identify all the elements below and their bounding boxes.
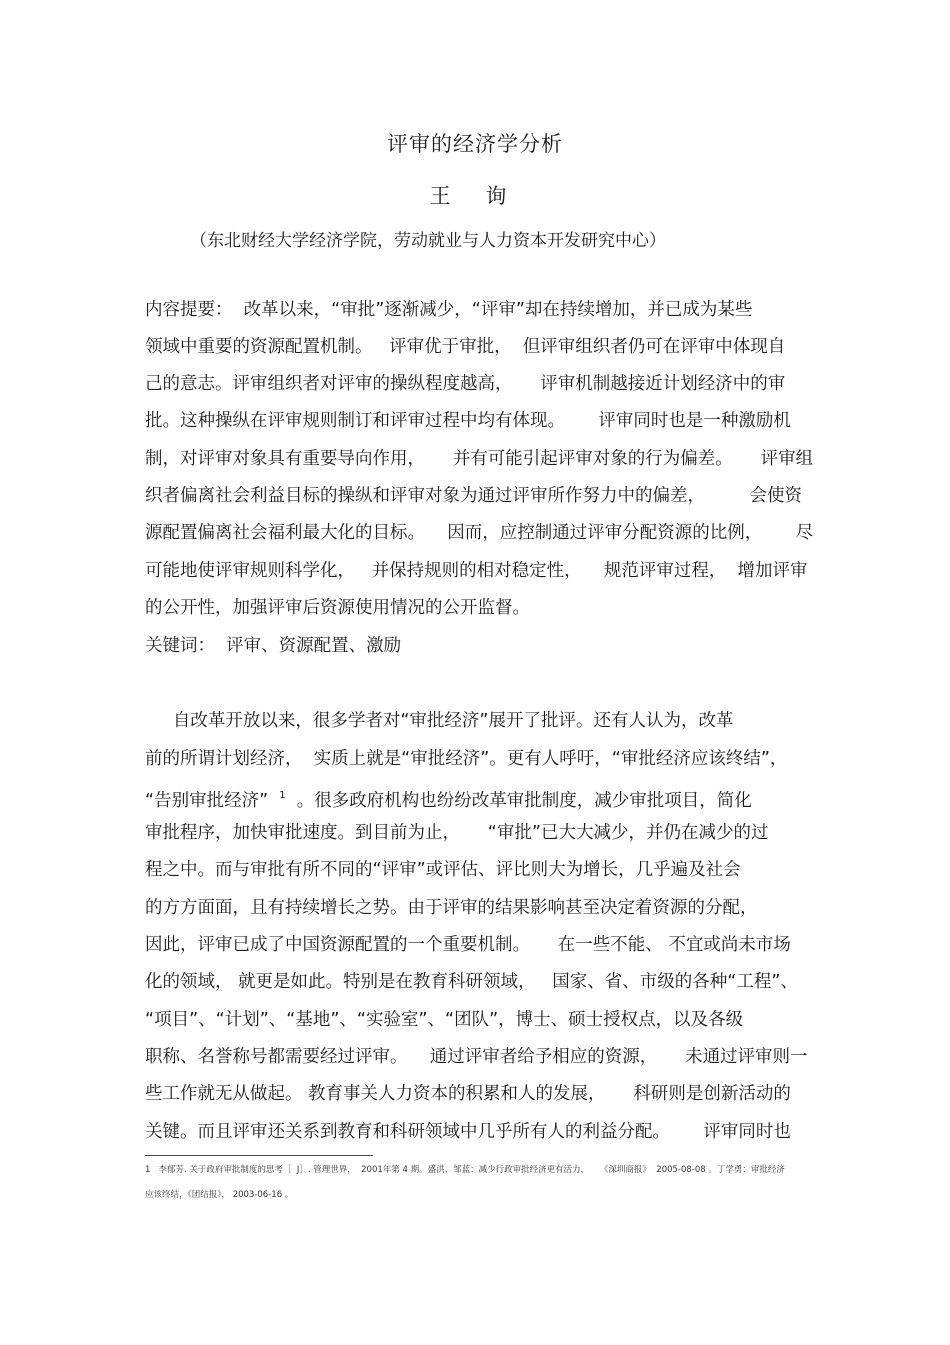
body-line: 职称、名誉称号都需要经过评审。 通过评审者给予相应的资源， 未通过评审则一 [145, 1047, 808, 1067]
abstract-line: 源配置偏离社会福利最大化的目标。 因而，应控制通过评审分配资源的比例， 尽 [145, 523, 814, 543]
body-line: 审批程序，加快审批速度。到目前为止， “审批”已大大减少，并仍在减少的过 [145, 823, 769, 843]
body-line: 因此，评审已成了中国资源配置的一个重要机制。 在一些不能、 不宜或尚未市场 [145, 935, 791, 955]
body-line-start: “告别审批经济” [145, 791, 269, 811]
abstract-line: 的公开性，加强评审后资源使用情况的公开监督。 [145, 598, 530, 618]
author-affiliation: （东北财经大学经济学院，劳动就业与人力资本开发研究中心） [190, 231, 666, 251]
abstract-line: 内容提要： 改革以来，“审批”逐渐减少，“评审”却在持续增加，并已成为某些 [145, 300, 753, 320]
body-line: 自改革开放以来，很多学者对“审批经济”展开了批评。还有人认为，改革 [145, 711, 734, 731]
body-line: 化的领域， 就更是如此。特别是在教育科研领域， 国家、省、市级的各种“工程”、 [145, 972, 798, 992]
abstract-line: 织者偏离社会利益目标的操纵和评审对象为通过评审所作努力中的偏差， 会使资 [145, 486, 802, 506]
author-name: 王 询 [429, 184, 521, 208]
body-line: “项目”、“计划”、“基地”、“实验室”、“团队”，博士、硕士授权点，以及各级 [145, 1010, 744, 1030]
footnote-divider [145, 1155, 373, 1156]
abstract-line: 领域中重要的资源配置机制。 评审优于审批， 但评审组织者仍可在评审中体现自 [145, 337, 786, 357]
body-line [145, 785, 752, 812]
footnote-line: 应该终结，《团结报》， 2003-06-16 。 [145, 1190, 294, 1200]
abstract-line: 己的意志。评审组织者对评审的操纵程度越高， 评审机制越接近计划经济中的审 [145, 374, 786, 394]
abstract-line: 可能地使评审规则科学化， 并保持规则的相对稳定性， 规范评审过程， 增加评审 [145, 561, 808, 581]
body-line: 关键。而且评审还关系到教育和科研领域中几乎所有人的利益分配。 评审同时也 [145, 1122, 791, 1142]
abstract-line: 制，对评审对象具有重要导向作用， 并有可能引起评审对象的行为偏差。 评审组 [145, 449, 814, 469]
body-line: 程之中。而与审批有所不同的“评审”或评估、评比则大为增长，几乎遍及社会 [145, 860, 741, 880]
paper-title: 评审的经济学分析 [387, 132, 563, 156]
footnote-marker: 1 [279, 790, 286, 801]
body-line: 前的所谓计划经济， 实质上就是“审批经济”。更有人呼吁，“审批经济应该终结”， [145, 749, 788, 769]
keywords: 关键词： 评审、资源配置、激励 [145, 636, 402, 656]
body-line-rest: 。很多政府机构也纷纷改革审批制度，减少审批项目，简化 [296, 791, 752, 811]
footnote-line: 1 李郁芳. 关于政府审批制度的思考［ J］. 管理世界， 2001年第 4 期。盛洪、邹蓝：减少行政审批经济更有活力， 《深圳商报》 2005-08-08 。丁学勇：审批经济 [145, 1165, 785, 1175]
body-line: 些工作就无从做起。 教育事关人力资本的积累和人的发展， 科研则是创新活动的 [145, 1084, 791, 1104]
body-line: 的方方面面，且有持续增长之势。由于评审的结果影响甚至决定着资源的分配， [145, 898, 758, 918]
abstract-line: 批。这种操纵在评审规则制订和评审过程中均有体现。 评审同时也是一种激励机 [145, 411, 791, 431]
